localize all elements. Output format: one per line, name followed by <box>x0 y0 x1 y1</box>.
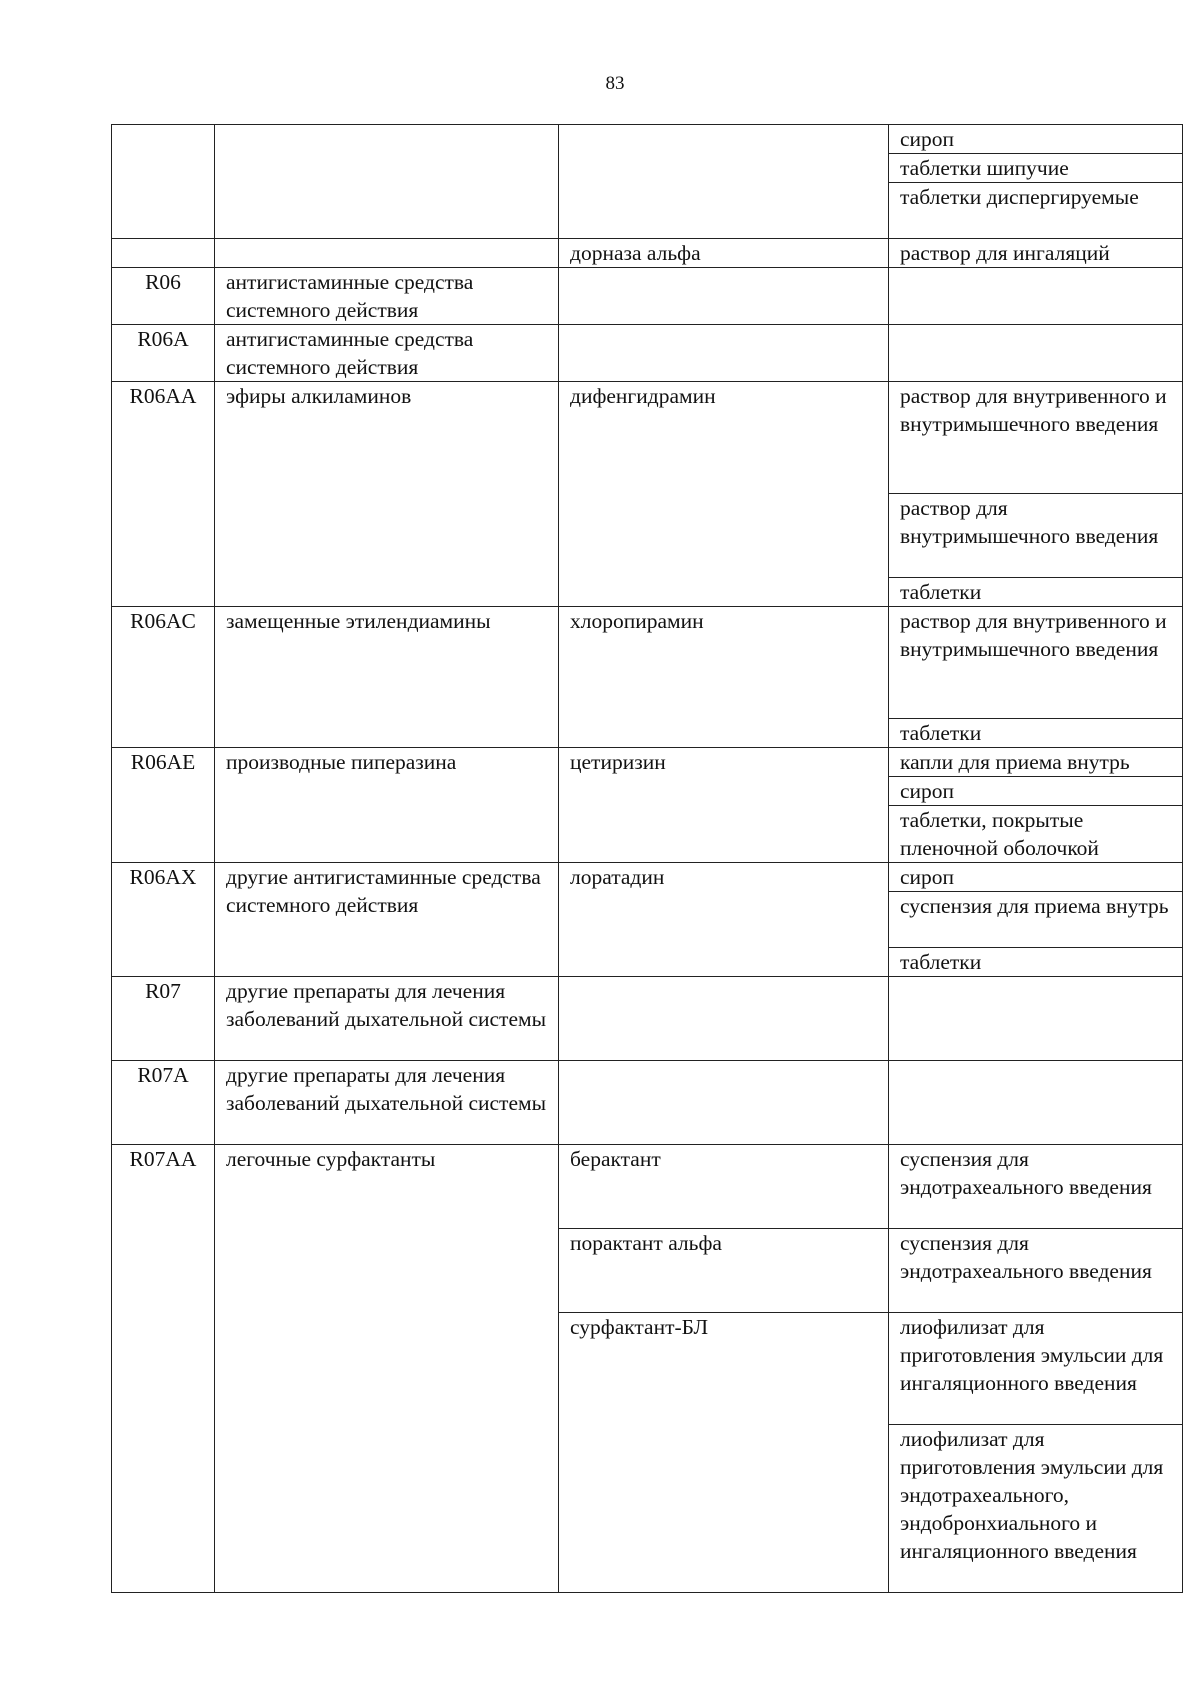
table-row <box>112 325 1183 382</box>
group-name-cell: другие антигистаминные средства системного действия <box>215 863 559 977</box>
dosage-form-cell: раствор для внутривенного и внутримышечного введения <box>889 382 1183 494</box>
atc-code-cell: R06AA <box>112 382 215 607</box>
dosage-form-cell: лиофилизат для приготовления эмульсии для эндотрахеального, эндобронхиального и ингаляционного введения <box>889 1425 1183 1593</box>
group-name-cell: другие препараты для лечения заболеваний дыхательной системы <box>215 1061 559 1145</box>
drug-name-cell: берактант <box>559 1145 889 1229</box>
atc-code-cell <box>112 125 215 239</box>
drug-name-cell <box>559 977 889 1061</box>
table-row <box>112 382 1183 494</box>
atc-code-cell: R06AX <box>112 863 215 977</box>
dosage-form-cell: таблетки шипучие <box>889 154 1183 183</box>
table-row <box>112 748 1183 777</box>
drug-name-cell: лоратадин <box>559 863 889 977</box>
atc-code-cell: R07 <box>112 977 215 1061</box>
group-name-cell: антигистаминные средства системного действия <box>215 325 559 382</box>
atc-code-cell <box>112 239 215 268</box>
table-row <box>112 125 1183 154</box>
drug-name-cell: дорназа альфа <box>559 239 889 268</box>
dosage-form-cell <box>889 325 1183 382</box>
dosage-form-cell: таблетки диспергируемые <box>889 183 1183 239</box>
group-name-cell: эфиры алкиламинов <box>215 382 559 607</box>
dosage-form-cell: таблетки <box>889 578 1183 607</box>
atc-code-cell: R07A <box>112 1061 215 1145</box>
drug-name-cell <box>559 125 889 239</box>
dosage-form-cell: раствор для внутримышечного введения <box>889 494 1183 578</box>
dosage-form-cell: таблетки <box>889 948 1183 977</box>
group-name-cell <box>215 239 559 268</box>
table-row <box>112 239 1183 268</box>
page-number: 83 <box>605 73 625 94</box>
dosage-form-cell: суспензия для приема внутрь <box>889 892 1183 948</box>
drug-name-cell: цетиризин <box>559 748 889 863</box>
drug-name-cell <box>559 1061 889 1145</box>
table-row <box>112 863 1183 892</box>
group-name-cell <box>215 125 559 239</box>
dosage-form-cell: сироп <box>889 777 1183 806</box>
drug-name-cell: сурфактант-БЛ <box>559 1313 889 1593</box>
dosage-form-cell: таблетки, покрытые пленочной оболочкой <box>889 806 1183 863</box>
group-name-cell: легочные сурфактанты <box>215 1145 559 1593</box>
drug-name-cell: дифенгидрамин <box>559 382 889 607</box>
dosage-form-cell: суспензия для эндотрахеального введения <box>889 1145 1183 1229</box>
dosage-form-cell <box>889 977 1183 1061</box>
drug-name-cell: хлоропирамин <box>559 607 889 748</box>
table-row <box>112 268 1183 325</box>
drug-table <box>111 124 1183 1593</box>
atc-code-cell: R06AC <box>112 607 215 748</box>
group-name-cell: другие препараты для лечения заболеваний дыхательной системы <box>215 977 559 1061</box>
atc-code-cell: R06A <box>112 325 215 382</box>
drug-name-cell <box>559 268 889 325</box>
table-row <box>112 977 1183 1061</box>
group-name-cell: производные пиперазина <box>215 748 559 863</box>
atc-code-cell: R07AA <box>112 1145 215 1593</box>
table-row <box>112 607 1183 719</box>
table-row <box>112 1061 1183 1145</box>
table-row <box>112 1145 1183 1229</box>
dosage-form-cell: сироп <box>889 863 1183 892</box>
dosage-form-cell <box>889 1061 1183 1145</box>
dosage-form-cell: капли для приема внутрь <box>889 748 1183 777</box>
dosage-form-cell <box>889 268 1183 325</box>
dosage-form-cell: раствор для внутривенного и внутримышечного введения <box>889 607 1183 719</box>
drug-name-cell <box>559 325 889 382</box>
dosage-form-cell: раствор для ингаляций <box>889 239 1183 268</box>
drug-name-cell: порактант альфа <box>559 1229 889 1313</box>
atc-code-cell: R06 <box>112 268 215 325</box>
dosage-form-cell: сироп <box>889 125 1183 154</box>
group-name-cell: антигистаминные средства системного действия <box>215 268 559 325</box>
atc-code-cell: R06AE <box>112 748 215 863</box>
group-name-cell: замещенные этилендиамины <box>215 607 559 748</box>
dosage-form-cell: суспензия для эндотрахеального введения <box>889 1229 1183 1313</box>
dosage-form-cell: лиофилизат для приготовления эмульсии для ингаляционного введения <box>889 1313 1183 1425</box>
dosage-form-cell: таблетки <box>889 719 1183 748</box>
